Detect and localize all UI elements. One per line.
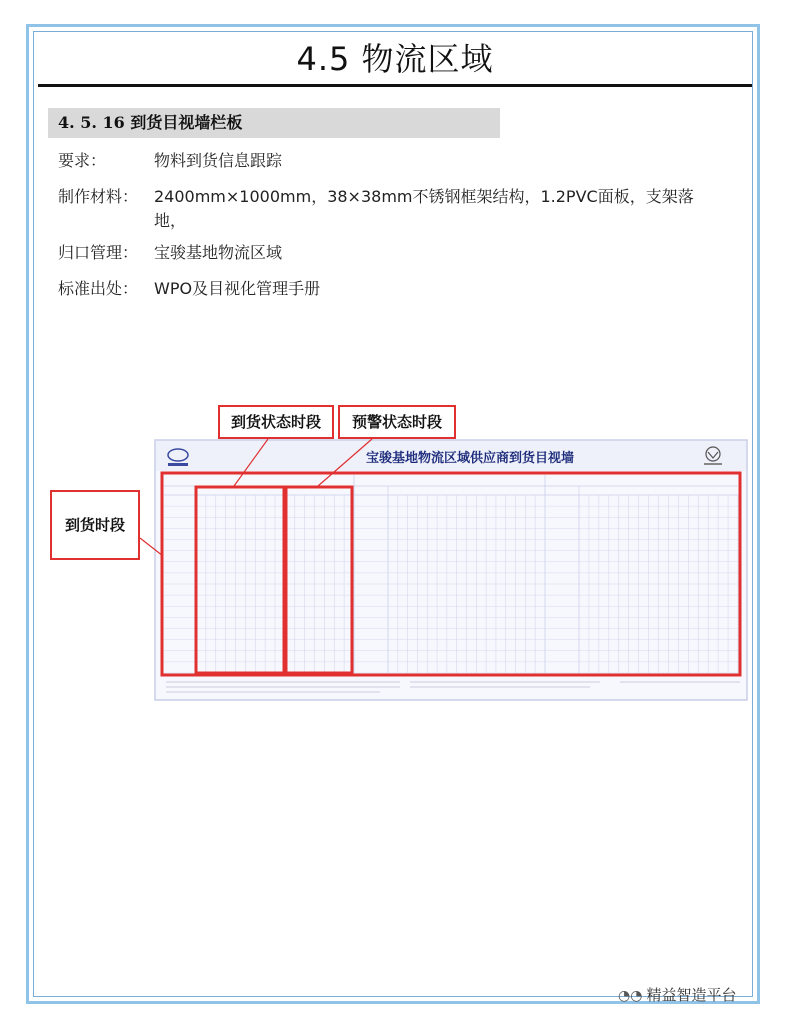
section-heading: 4. 5. 16 到货目视墙栏板 — [48, 108, 500, 138]
standard-value: WPO及目视化管理手册 — [154, 279, 321, 298]
standard-label: 标准出处： — [58, 279, 139, 298]
management-value: 宝骏基地物流区域 — [154, 243, 283, 262]
page-title: 4.5 物流区域 — [296, 40, 494, 78]
watermark — [618, 984, 736, 1005]
requirement-label: 要求： — [58, 151, 107, 170]
material-value: 2400mm×1000mm，38×38mm不锈钢框架结构，1.2PVC面板，支架落地， — [154, 187, 694, 230]
management-label: 归口管理： — [58, 243, 139, 262]
callout-arrival-status: 到货状态时段 — [218, 405, 334, 439]
material-label: 制作材料： — [58, 187, 139, 206]
callout-warning-status: 预警状态时段 — [338, 405, 456, 439]
watermark-text: 精益智造平台 — [646, 986, 737, 1004]
wechat-icon: ◔◔ — [618, 988, 643, 1004]
requirement-value: 物料到货信息跟踪 — [154, 151, 283, 170]
board-title: 宝骏基地物流区域供应商到货目视墙 — [365, 451, 575, 466]
callout-arrival-period: 到货时段 — [50, 490, 140, 560]
